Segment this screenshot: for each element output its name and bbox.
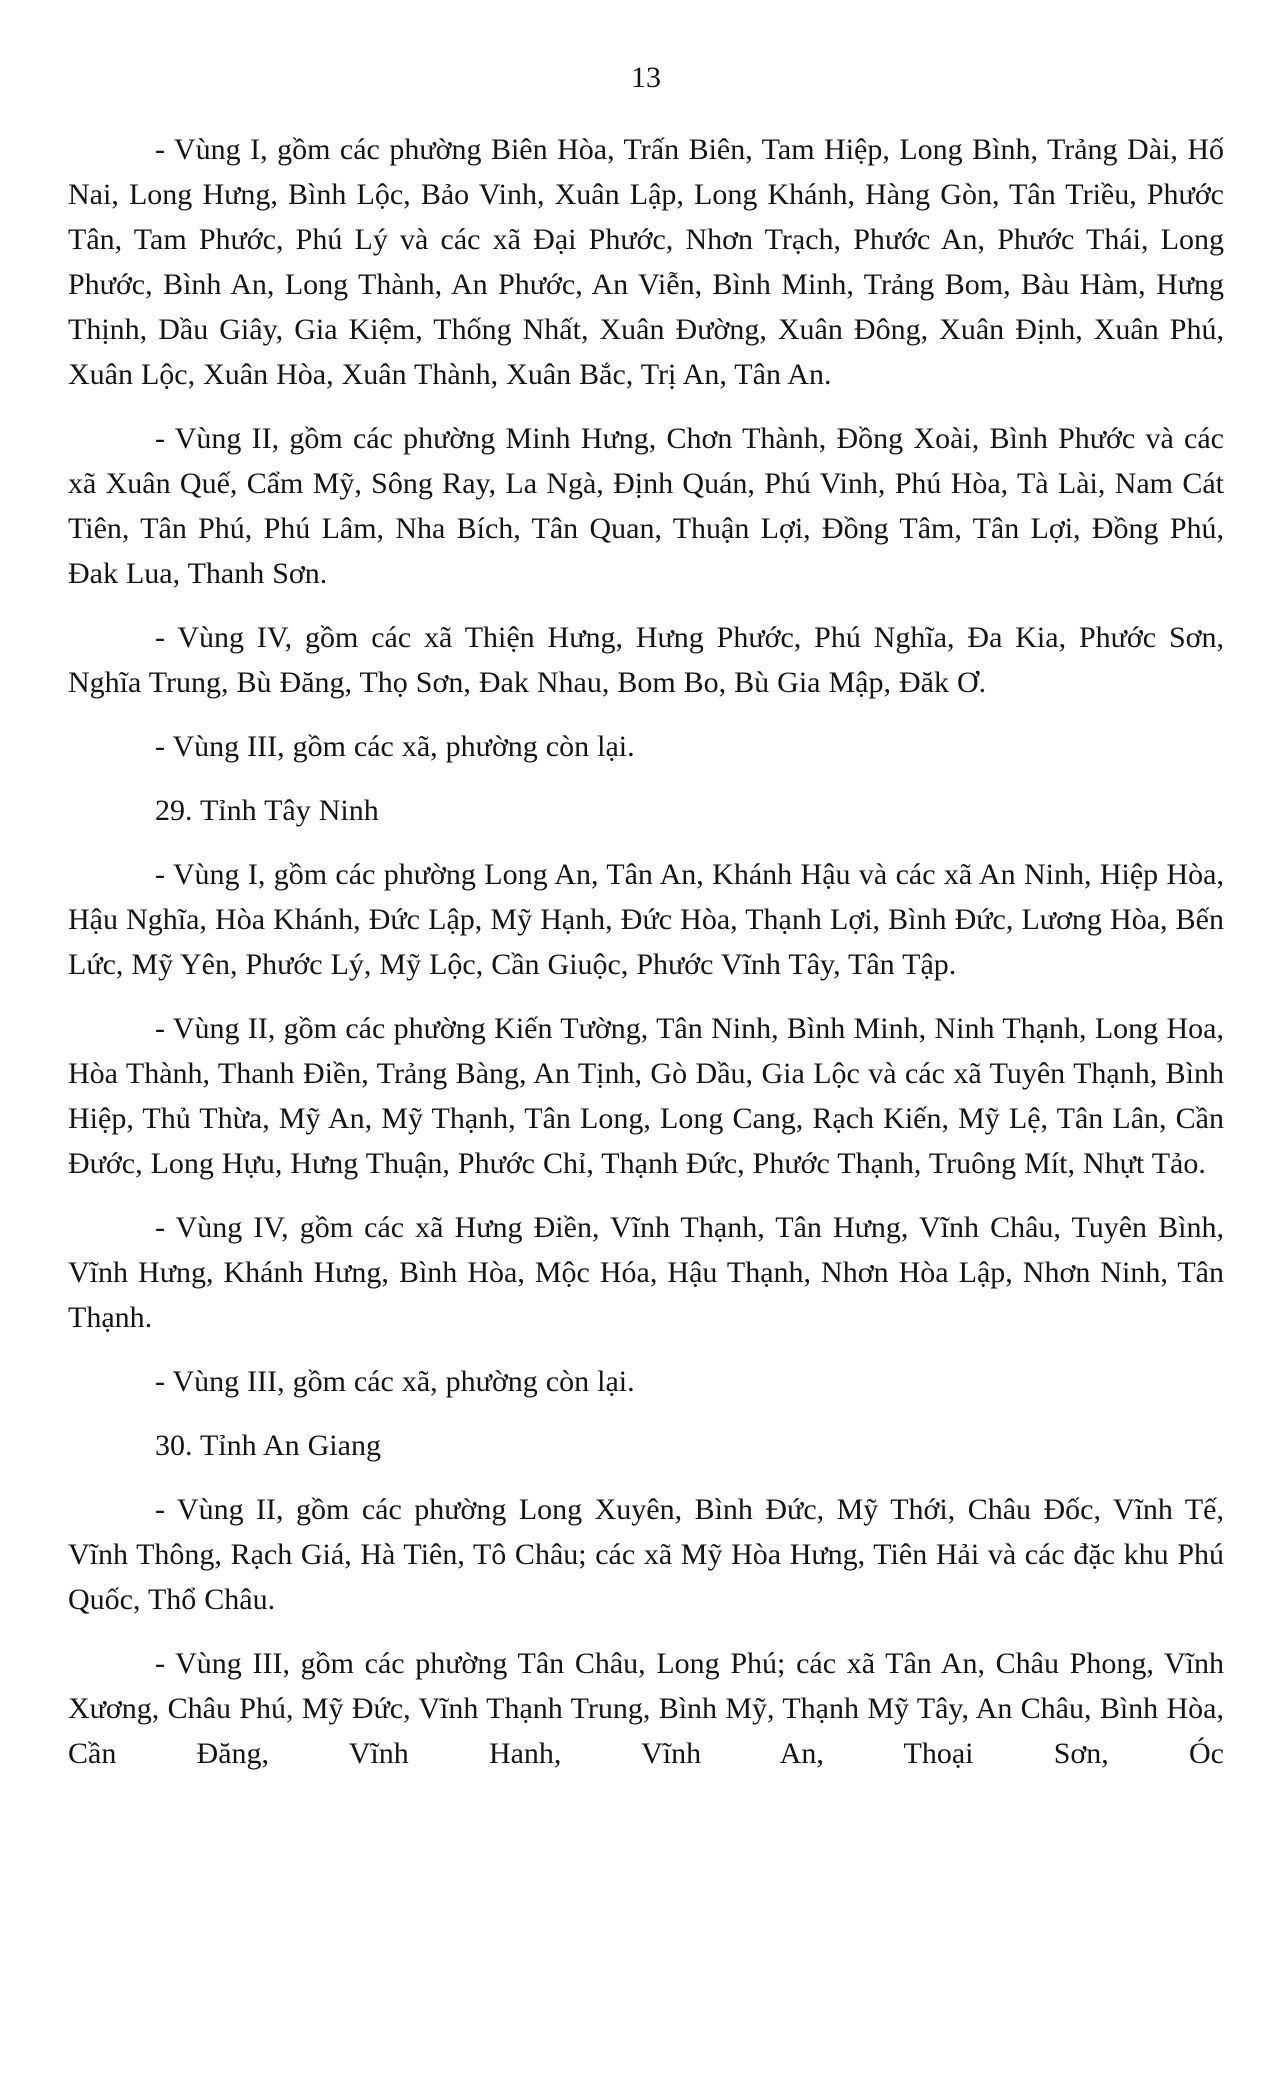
paragraph-region-iv-list-1: - Vùng IV, gồm các xã Thiện Hưng, Hưng Phước, Phú Nghĩa, Đa Kia, Phước Sơn, Nghĩa Trung, Bù Đăng, Thọ Sơn, Đak Nhau, Bom Bo, Bù Gia Mập, Đăk Ơ. <box>68 621 1224 699</box>
paragraph-region-ii-list-3: - Vùng II, gồm các phường Long Xuyên, Bình Đức, Mỹ Thới, Châu Đốc, Vĩnh Tế, Vĩnh Thông, Rạch Giá, Hà Tiên, Tô Châu; các xã Mỹ Hòa Hưng, Tiên Hải và các đặc khu Phú Quốc, Thổ Châu. <box>68 1493 1224 1616</box>
paragraph-region-iii-remainder-2: - Vùng III, gồm các xã, phường còn lại. <box>155 1365 635 1398</box>
page-number: 13 <box>631 61 661 94</box>
paragraph-region-iii-remainder-1: - Vùng III, gồm các xã, phường còn lại. <box>155 730 635 763</box>
section-heading-tay-ninh: 29. Tỉnh Tây Ninh <box>155 794 379 827</box>
paragraph-region-ii-list-2: - Vùng II, gồm các phường Kiến Tường, Tân Ninh, Bình Minh, Ninh Thạnh, Long Hoa, Hòa Thành, Thanh Điền, Trảng Bàng, An Tịnh, Gò Dầu, Gia Lộc và các xã Tuyên Thạnh, Bình Hiệp, Thủ Thừa, Mỹ An, Mỹ Thạnh, Tân Long, Long Cang, Rạch Kiến, Mỹ Lệ, Tân Lân, Cần Đước, Long Hựu, Hưng Thuận, Phước Chỉ, Thạnh Đức, Phước Thạnh, Truông Mít, Nhựt Tảo. <box>68 1012 1224 1180</box>
paragraph-region-i-list-1: - Vùng I, gồm các phường Biên Hòa, Trấn Biên, Tam Hiệp, Long Bình, Trảng Dài, Hố Nai, Long Hưng, Bình Lộc, Bảo Vinh, Xuân Lập, Long Khánh, Hàng Gòn, Tân Triều, Phước Tân, Tam Phước, Phú Lý và các xã Đại Phước, Nhơn Trạch, Phước An, Phước Thái, Long Phước, Bình An, Long Thành, An Phước, An Viễn, Bình Minh, Trảng Bom, Bàu Hàm, Hưng Thịnh, Dầu Giây, Gia Kiệm, Thống Nhất, Xuân Đường, Xuân Đông, Xuân Định, Xuân Phú, Xuân Lộc, Xuân Hòa, Xuân Thành, Xuân Bắc, Trị An, Tân An. <box>68 133 1224 391</box>
paragraph-region-i-list-2: - Vùng I, gồm các phường Long An, Tân An, Khánh Hậu và các xã An Ninh, Hiệp Hòa, Hậu Nghĩa, Hòa Khánh, Đức Lập, Mỹ Hạnh, Đức Hòa, Thạnh Lợi, Bình Đức, Lương Hòa, Bến Lức, Mỹ Yên, Phước Lý, Mỹ Lộc, Cần Giuộc, Phước Vĩnh Tây, Tân Tập. <box>68 858 1224 981</box>
section-heading-an-giang: 30. Tỉnh An Giang <box>155 1429 381 1462</box>
paragraph-region-iii-list-continued: - Vùng III, gồm các phường Tân Châu, Long Phú; các xã Tân An, Châu Phong, Vĩnh Xương, Châu Phú, Mỹ Đức, Vĩnh Thạnh Trung, Bình Mỹ, Thạnh Mỹ Tây, An Châu, Bình Hòa, Cần Đăng, Vĩnh Hanh, Vĩnh An, Thoại Sơn, Óc <box>68 1647 1224 1770</box>
paragraph-region-ii-list-1: - Vùng II, gồm các phường Minh Hưng, Chơn Thành, Đồng Xoài, Bình Phước và các xã Xuân Quế, Cẩm Mỹ, Sông Ray, La Ngà, Định Quán, Phú Vinh, Phú Hòa, Tà Lài, Nam Cát Tiên, Tân Phú, Phú Lâm, Nha Bích, Tân Quan, Thuận Lợi, Đồng Tâm, Tân Lợi, Đồng Phú, Đak Lua, Thanh Sơn. <box>68 422 1224 590</box>
paragraph-region-iv-list-2: - Vùng IV, gồm các xã Hưng Điền, Vĩnh Thạnh, Tân Hưng, Vĩnh Châu, Tuyên Bình, Vĩnh Hưng, Khánh Hưng, Bình Hòa, Mộc Hóa, Hậu Thạnh, Nhơn Hòa Lập, Nhơn Ninh, Tân Thạnh. <box>68 1211 1224 1334</box>
